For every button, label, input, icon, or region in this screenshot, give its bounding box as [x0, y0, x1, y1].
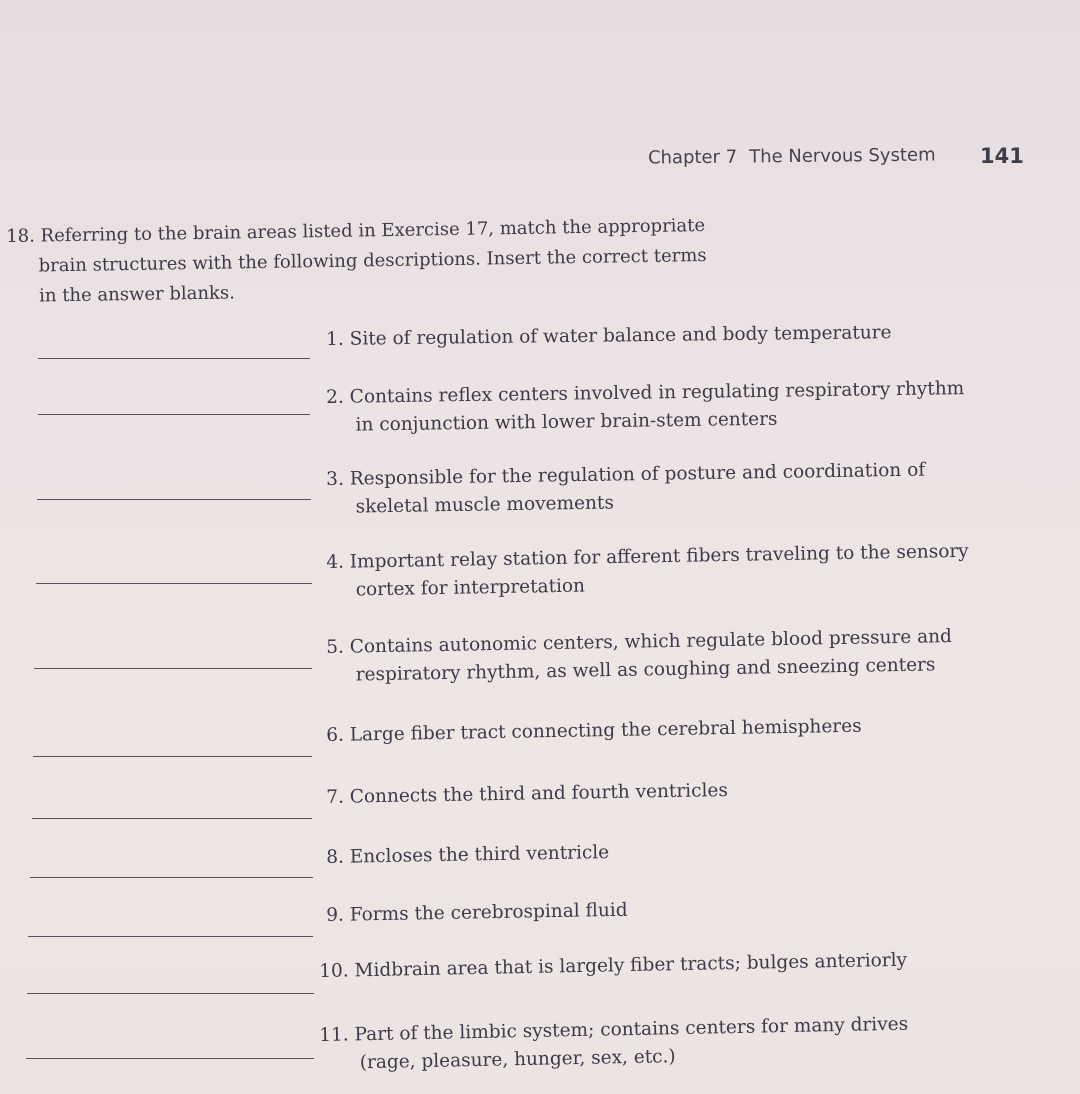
answer-blank-9[interactable] — [28, 936, 313, 937]
answer-blank-10[interactable] — [27, 993, 314, 994]
item-description-2: 2. Contains reflex centers involved in regulating respiratory rhythm in conjunction with lower brain-stem centers — [326, 378, 965, 436]
item-description-3: 3. Responsible for the regulation of posture and coordination of skeletal muscle movements — [326, 459, 926, 518]
answer-blank-7[interactable] — [32, 818, 312, 819]
page-number: 141 — [980, 144, 1024, 168]
exercise-line-2: brain structures with the following descriptions. Insert the correct terms — [38, 245, 707, 277]
answer-blank-1[interactable] — [38, 358, 310, 359]
chapter-label: Chapter 7 — [647, 146, 738, 169]
item-description-7: 7. Connects the third and fourth ventricles — [326, 779, 729, 808]
item-description-9: 9. Forms the cerebrospinal fluid — [326, 899, 628, 926]
item-description-11: 11. Part of the limbic system; contains centers for many drives (rage, pleasure, hunger, sex, etc.) — [319, 1013, 909, 1074]
item-description-5: 5. Contains autonomic centers, which regulate blood pressure and respiratory rhythm, as well as coughing and sneezing centers — [326, 626, 953, 686]
answer-blank-4[interactable] — [36, 583, 312, 584]
item-description-8: 8. Encloses the third ventricle — [326, 842, 610, 868]
exercise-number: 18. — [6, 225, 36, 247]
exercise-line-1: 18. Referring to the brain areas listed in Exercise 17, match the appropriate — [6, 215, 706, 247]
item-description-10: 10. Midbrain area that is largely fiber tracts; bulges anteriorly — [319, 949, 908, 982]
answer-blank-6[interactable] — [33, 756, 312, 757]
answer-blank-2[interactable] — [38, 414, 310, 415]
answer-blank-5[interactable] — [34, 668, 312, 669]
item-description-1: 1. Site of regulation of water balance and body temperature — [326, 322, 892, 350]
answer-blank-11[interactable] — [26, 1058, 314, 1059]
answer-blank-8[interactable] — [30, 877, 313, 878]
exercise-line-3: in the answer blanks. — [39, 282, 236, 307]
item-description-6: 6. Large fiber tract connecting the cerebral hemispheres — [326, 715, 862, 746]
chapter-title: The Nervous System — [749, 144, 936, 168]
item-description-4: 4. Important relay station for afferent fibers traveling to the sensory cortex for interpretation — [326, 540, 969, 601]
answer-blank-3[interactable] — [37, 499, 311, 500]
